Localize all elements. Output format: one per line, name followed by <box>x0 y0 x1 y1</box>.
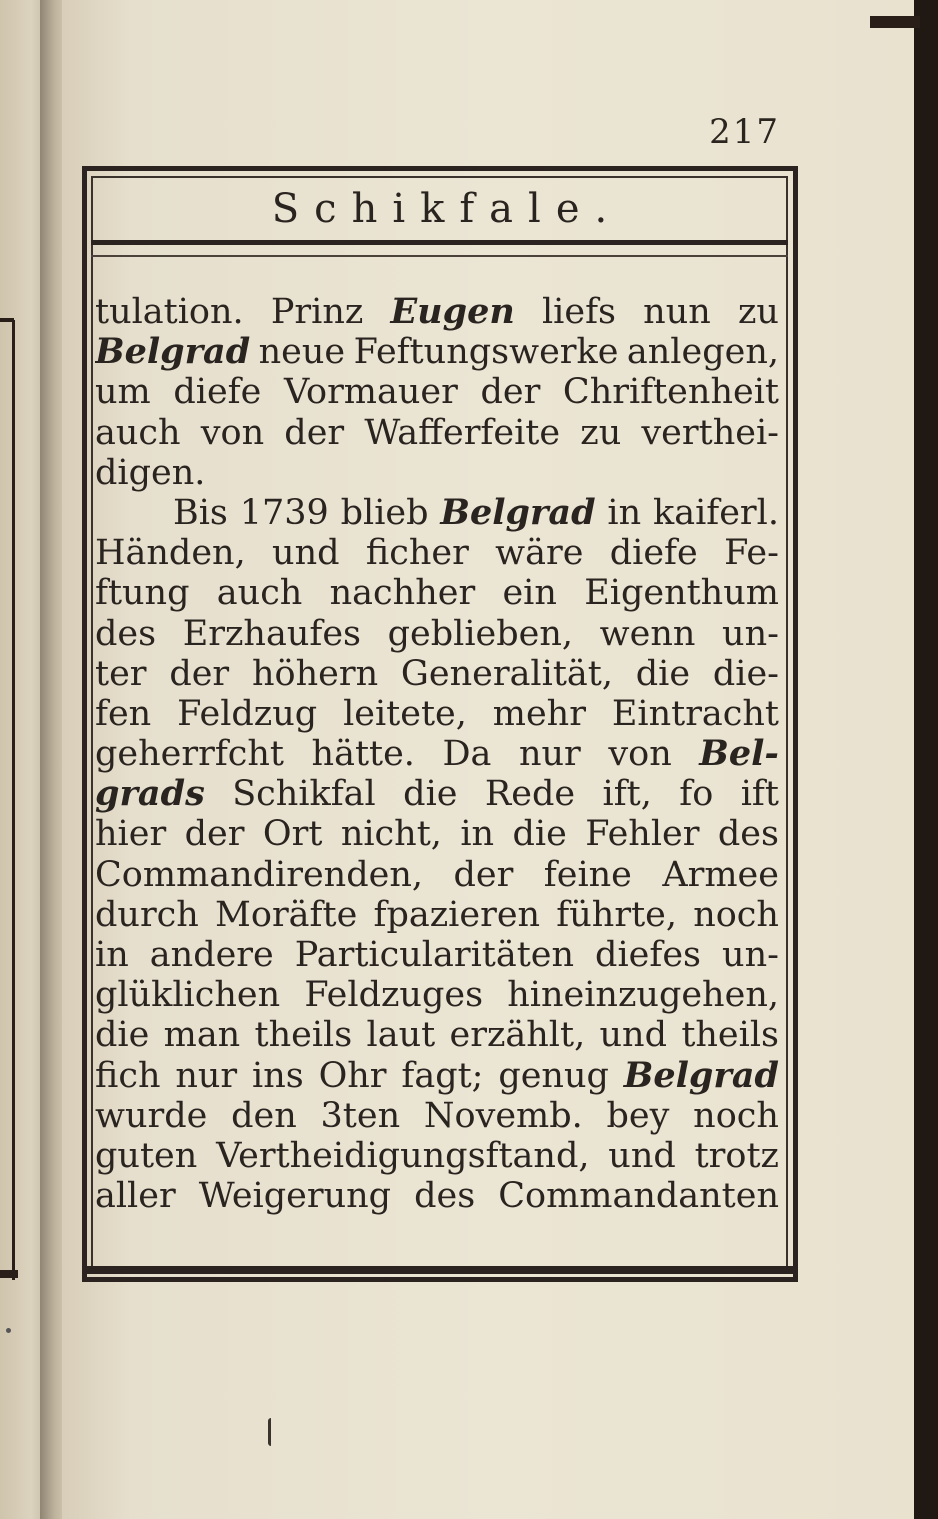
text-line <box>95 774 779 814</box>
header-rule-secondary <box>91 255 788 257</box>
word: in <box>460 814 495 855</box>
text-line <box>95 614 779 654</box>
word: des <box>95 613 157 654</box>
word: der <box>480 372 541 413</box>
word: die <box>512 814 567 855</box>
word: 1739 <box>239 492 329 533</box>
text-line <box>95 975 779 1015</box>
header-rule <box>91 240 788 245</box>
word: Fehler <box>585 814 700 855</box>
word: theils <box>681 1015 779 1056</box>
word: der <box>184 814 245 855</box>
proper-name: Bel- <box>699 734 779 775</box>
word: fich <box>95 1055 161 1096</box>
text-line <box>95 493 779 533</box>
word: Commandirenden, <box>95 854 424 895</box>
word: die- <box>712 653 779 694</box>
proper-name: grads <box>95 774 205 815</box>
word: hätte. <box>311 734 415 775</box>
word: der <box>453 854 514 895</box>
word: Armee <box>662 854 779 895</box>
word: ter <box>95 653 147 694</box>
word: Vertheidigungsftand, <box>216 1135 590 1176</box>
word: feine <box>543 854 632 895</box>
word: in <box>607 492 642 533</box>
text-line <box>95 1015 779 1055</box>
word: von <box>608 734 672 775</box>
proper-name: Belgrad <box>623 1055 779 1096</box>
word: diefe <box>609 533 698 574</box>
word: Rede <box>484 774 576 815</box>
word: fpazieren <box>373 894 541 935</box>
word: die <box>95 1015 150 1056</box>
word: Ort <box>262 814 323 855</box>
word: genug <box>498 1055 609 1096</box>
word: Moräfte <box>215 894 358 935</box>
page-number: 217 <box>709 112 780 152</box>
word: und <box>272 533 340 574</box>
word: wenn <box>599 613 696 654</box>
text-line <box>95 734 779 774</box>
word: guten <box>95 1135 198 1176</box>
word: geblieben, <box>387 613 574 654</box>
word: andere <box>149 935 274 975</box>
word: Eintracht <box>611 693 779 734</box>
proper-name: Eugen <box>390 292 515 332</box>
word: ftung <box>95 573 190 614</box>
word: des <box>717 814 779 855</box>
word: Fe- <box>724 533 779 574</box>
word: trotz <box>694 1135 779 1176</box>
word: wäre <box>495 533 584 574</box>
word: wurde <box>95 1095 208 1136</box>
word: und <box>599 1015 668 1056</box>
stray-pen-mark <box>268 1418 277 1446</box>
word: die <box>635 653 691 694</box>
word: Ohr <box>318 1055 387 1096</box>
text-line <box>95 1176 779 1216</box>
text-line <box>95 413 779 453</box>
word: verthei- <box>641 412 779 453</box>
word: des <box>414 1176 476 1217</box>
word: ficher <box>365 533 469 574</box>
word: von <box>200 412 265 453</box>
word: diefes <box>595 935 701 975</box>
facing-page-frame-side <box>0 320 15 1280</box>
word: zu <box>737 292 779 332</box>
word: nun <box>643 292 711 332</box>
text-line <box>95 292 779 332</box>
word: noch <box>693 1095 779 1136</box>
word: nicht, <box>340 814 442 855</box>
word: un- <box>722 613 779 654</box>
word: theils <box>254 1015 353 1056</box>
word: tulation. <box>95 292 244 332</box>
word: fen <box>95 693 152 734</box>
text-line <box>95 935 779 975</box>
word: bey <box>606 1095 670 1136</box>
text-line <box>95 372 779 412</box>
word: erzählt, <box>449 1015 586 1056</box>
word: Particularitäten <box>294 935 575 975</box>
word: ein <box>502 573 557 614</box>
word: Vormauer <box>283 372 458 413</box>
text-line <box>95 332 779 372</box>
word: anlegen, <box>626 332 779 373</box>
word: hineinzugehen, <box>507 975 779 1016</box>
word: um <box>95 372 151 413</box>
word: leitete, <box>343 693 467 734</box>
word: Eigenthum <box>584 573 779 614</box>
word: in <box>95 935 129 975</box>
frame-bottom-rule <box>82 1266 798 1274</box>
word: mehr <box>492 693 586 734</box>
body-text <box>95 292 779 1216</box>
word: Händen, <box>95 533 246 574</box>
word: ins <box>252 1055 304 1096</box>
word: Wafferfeite <box>364 412 561 453</box>
word: Da <box>442 734 492 775</box>
text-line <box>95 573 779 613</box>
word: Chriftenheit <box>562 372 779 413</box>
ink-speck <box>6 1328 11 1333</box>
text-line <box>95 1096 779 1136</box>
scan-background-edge <box>914 0 938 1519</box>
word: aller <box>95 1176 176 1217</box>
word: geherrfcht <box>95 734 284 775</box>
word: man <box>163 1015 241 1056</box>
word: laut <box>366 1015 436 1056</box>
text-line <box>95 533 779 573</box>
text-line <box>95 895 779 935</box>
proper-name: Belgrad <box>95 332 251 373</box>
word: führte, <box>556 894 677 935</box>
word: Weigerung <box>198 1176 392 1217</box>
word: auch <box>95 412 181 453</box>
word: Prinz <box>270 292 364 332</box>
word: nachher <box>329 573 476 614</box>
text-line <box>95 814 779 854</box>
word: nur <box>175 1055 238 1096</box>
word: Commandanten <box>498 1176 779 1217</box>
word: Feftungswerke <box>353 332 619 373</box>
word: fo <box>679 774 714 815</box>
word: liefs <box>541 292 616 332</box>
word: durch <box>95 894 199 935</box>
facing-page-frame-bottom <box>0 1270 18 1278</box>
word: Schikfal <box>232 774 376 815</box>
word: hier <box>95 814 167 855</box>
text-line <box>95 1136 779 1176</box>
proper-name: Belgrad <box>440 492 596 533</box>
word: glüklichen <box>95 975 281 1016</box>
corner-ink-mark <box>870 16 920 28</box>
word: der <box>169 653 230 694</box>
word: Generalität, <box>400 653 613 694</box>
word: Bis <box>173 492 228 533</box>
text-line <box>95 855 779 895</box>
word: ift, <box>602 774 652 815</box>
word: 3ten <box>320 1095 401 1136</box>
word: Novemb. <box>423 1095 583 1136</box>
word: noch <box>693 894 779 935</box>
word: Feldzug <box>177 693 318 734</box>
word: digen. <box>95 452 206 493</box>
word: und <box>608 1135 676 1176</box>
word: Erzhaufes <box>182 613 362 654</box>
running-header <box>93 178 786 240</box>
word: neue <box>258 332 346 373</box>
word: ift <box>740 774 779 815</box>
word: fagt; <box>401 1055 484 1096</box>
word: die <box>403 774 458 815</box>
text-line <box>95 453 779 493</box>
word: zu <box>580 412 622 453</box>
word: der <box>284 412 345 453</box>
text-line <box>95 1056 779 1096</box>
word: Feldzuges <box>304 975 484 1016</box>
word: höhern <box>251 653 379 694</box>
text-line <box>95 694 779 734</box>
running-title: Schikfale. <box>271 186 623 232</box>
word: den <box>231 1095 297 1136</box>
word: auch <box>216 573 303 614</box>
word: un- <box>722 935 779 975</box>
word: diefe <box>173 372 262 413</box>
word: nur <box>518 734 581 775</box>
word: kaiferl. <box>653 492 779 533</box>
word: blieb <box>340 492 429 533</box>
text-line <box>95 654 779 694</box>
